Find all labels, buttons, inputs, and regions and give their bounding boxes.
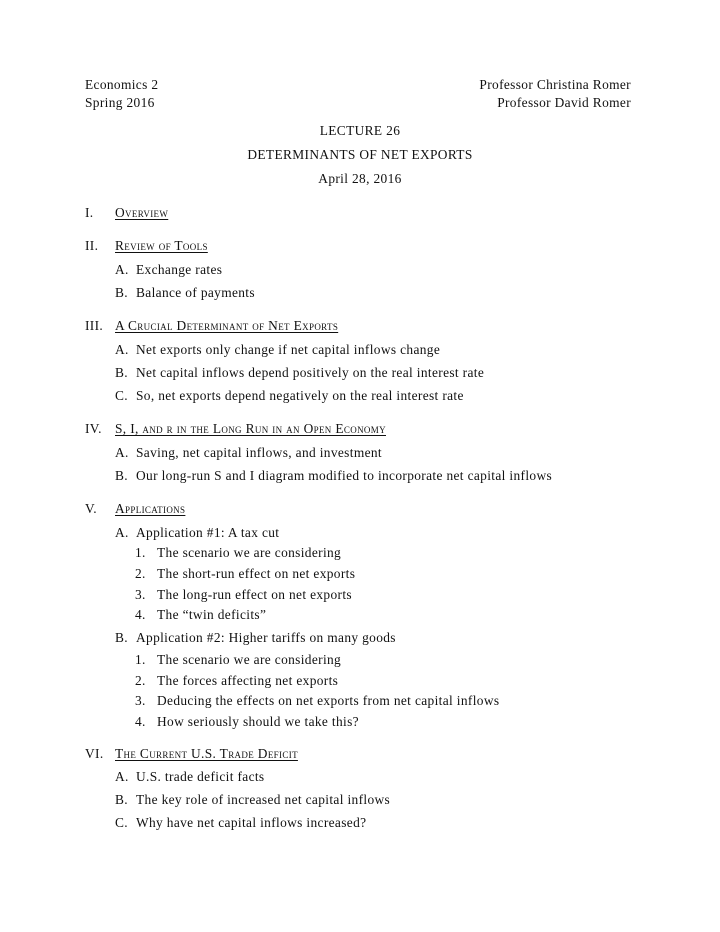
section-heading: Applications <box>115 501 186 516</box>
outline-subitem <box>135 587 352 603</box>
subitem-text: The short-run effect on net exports <box>157 566 356 581</box>
item-letter: A. <box>115 525 129 540</box>
item-letter: B. <box>115 468 128 483</box>
item-letter: A. <box>115 769 129 784</box>
outline-item <box>115 262 222 278</box>
outline-subitem <box>135 693 499 709</box>
outline-item <box>115 769 265 785</box>
outline-item <box>115 815 366 831</box>
subitem-text: The long-run effect on net exports <box>157 587 352 602</box>
outline-item <box>115 365 484 381</box>
item-text: Balance of payments <box>136 285 255 300</box>
item-text: Application #2: Higher tariffs on many goods <box>136 630 396 645</box>
item-text: Net capital inflows depend positively on the real interest rate <box>136 365 485 380</box>
section-heading: Overview <box>115 205 169 220</box>
item-text: Net exports only change if net capital inflows change <box>136 342 441 357</box>
subitem-text: The scenario we are considering <box>157 652 342 667</box>
item-letter: B. <box>115 630 128 645</box>
outline-item <box>115 388 464 404</box>
subitem-text: How seriously should we take this? <box>157 714 359 729</box>
subitem-number: 1. <box>135 652 146 667</box>
outline-subitem <box>135 714 359 730</box>
course-name: Economics 2 <box>85 77 159 92</box>
outline-item <box>115 525 279 541</box>
professor-1: Professor Christina Romer <box>479 77 631 92</box>
subitem-number: 4. <box>135 714 146 729</box>
subitem-number: 2. <box>135 673 146 688</box>
outline-item <box>115 792 390 808</box>
item-text: Our long-run S and I diagram modified to incorporate net capital inflows <box>136 468 553 483</box>
lecture-topic: DETERMINANTS OF NET EXPORTS <box>247 147 473 162</box>
section-heading: Review of Tools <box>115 238 208 253</box>
subitem-text: The scenario we are considering <box>157 545 342 560</box>
item-letter: C. <box>115 388 128 403</box>
item-text: So, net exports depend negatively on the real interest rate <box>136 388 464 403</box>
outline-item <box>115 342 440 358</box>
item-text: Saving, net capital inflows, and investment <box>136 445 382 460</box>
subitem-number: 3. <box>135 693 146 708</box>
outline-item <box>115 445 382 461</box>
section-number: VI. <box>85 746 104 761</box>
item-letter: C. <box>115 815 128 830</box>
subitem-text: The “twin deficits” <box>157 607 267 622</box>
section-number: III. <box>85 318 104 333</box>
outline-item <box>115 285 255 301</box>
header-left <box>85 76 158 112</box>
section-number: I. <box>85 205 94 220</box>
item-letter: B. <box>115 792 128 807</box>
outline-subitem <box>135 545 341 561</box>
lecture-number: LECTURE 26 <box>319 123 401 138</box>
section-heading: The Current U.S. Trade Deficit <box>115 746 298 761</box>
course-term: Spring 2016 <box>85 95 155 110</box>
section-number: II. <box>85 238 99 253</box>
item-text: Why have net capital inflows increased? <box>136 815 367 830</box>
subitem-number: 2. <box>135 566 146 581</box>
item-text: The key role of increased net capital inflows <box>136 792 391 807</box>
header-right <box>479 76 631 112</box>
item-letter: A. <box>115 342 129 357</box>
item-letter: A. <box>115 445 129 460</box>
outline-subitem <box>135 673 338 689</box>
professor-2: Professor David Romer <box>497 95 631 110</box>
section-heading: A Crucial Determinant of Net Exports <box>115 318 339 333</box>
item-text: U.S. trade deficit facts <box>136 769 265 784</box>
subitem-number: 4. <box>135 607 146 622</box>
subitem-number: 1. <box>135 545 146 560</box>
subitem-text: Deducing the effects on net exports from net capital inflows <box>157 693 500 708</box>
outline-subitem <box>135 652 341 668</box>
subitem-text: The forces affecting net exports <box>157 673 339 688</box>
section-heading: S, I, and r in the Long Run in an Open Economy <box>115 421 386 436</box>
item-letter: A. <box>115 262 129 277</box>
section-number: IV. <box>85 421 102 436</box>
outline-item <box>115 630 396 646</box>
item-text: Application #1: A tax cut <box>136 525 280 540</box>
outline-subitem <box>135 566 355 582</box>
item-text: Exchange rates <box>136 262 223 277</box>
item-letter: B. <box>115 365 128 380</box>
outline-item <box>115 468 552 484</box>
section-number: V. <box>85 501 97 516</box>
lecture-date: April 28, 2016 <box>318 171 402 186</box>
item-letter: B. <box>115 285 128 300</box>
outline-subitem <box>135 607 266 623</box>
subitem-number: 3. <box>135 587 146 602</box>
